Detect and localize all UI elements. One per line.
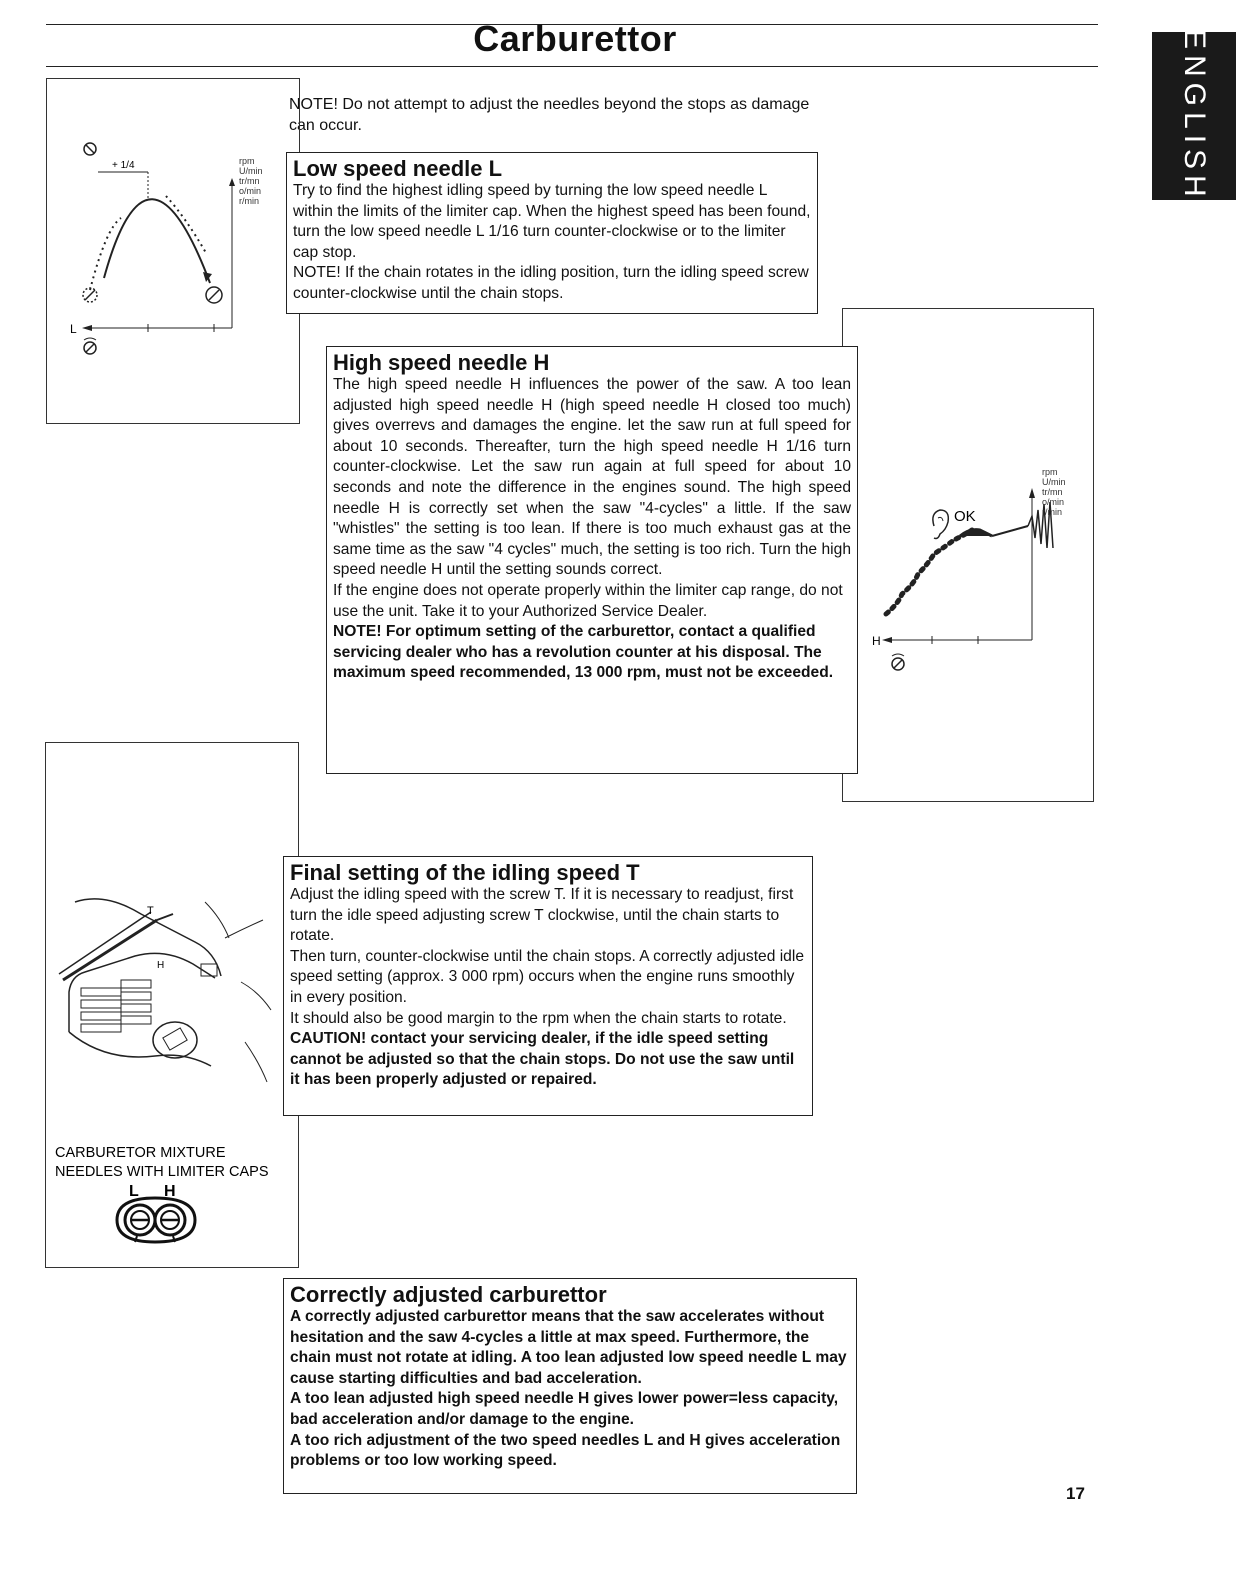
low-speed-needle-section (286, 152, 818, 314)
dial-right-icon (206, 287, 222, 303)
correct-adjustment-heading: Correctly adjusted carburettor (290, 1282, 607, 1307)
idle-speed-caution: CAUTION! contact your servicing dealer, if the idle speed setting cannot be adjusted so that the chain stops. Do not use the saw until it has been properly adjusted or repaired. (290, 1030, 795, 1089)
correct-adjustment-body: A correctly adjusted carburettor means that the saw accelerates without hesitation and the saw 4-cycles a little at max speed. Furthermore, the chain must not rotate at idling. A too lean adjusted low speed needle L may cause starting difficulties and bad acceleration. (290, 1308, 847, 1387)
rpm-label: U/min (1042, 477, 1066, 487)
idle-speed-body: Adjust the idling speed with the screw T. If it is necessary to readjust, first turn the idle speed adjusting screw T clockwise, until the chain starts to rotate. (290, 886, 794, 945)
correct-adjustment-body-2: A too lean adjusted high speed needle H gives lower power=less capacity, bad acceleration and/or damage to the engine. (290, 1390, 839, 1428)
rpm-label: rpm (239, 156, 255, 166)
cooling-fins (81, 980, 151, 1032)
high-speed-needle-section (326, 346, 858, 774)
caption-line-1: CARBURETOR MIXTURE (55, 1145, 226, 1161)
plus-quarter-label: + 1/4 (112, 160, 135, 171)
idle-speed-section (283, 856, 813, 1116)
cap-h-label: H (164, 1183, 176, 1200)
rpm-label: tr/mn (1042, 487, 1063, 497)
screwdriver-turn-icon (84, 338, 96, 354)
ear-icon (933, 510, 948, 539)
needle-dial-icon (84, 143, 96, 155)
t-screw-label: T (147, 905, 154, 917)
rpm-label: rpm (1042, 467, 1058, 477)
rpm-label: o/min (1042, 497, 1065, 507)
rpm-label: tr/mn (239, 176, 260, 186)
rpm-label: r/min (239, 196, 259, 206)
rpm-rise-curve (886, 530, 972, 614)
high-speed-note: NOTE! For optimum setting of the carburettor, contact a qualified servicing dealer who has a revolution counter at his disposal. The maximum speed recommended, 13 000 rpm, must not be exceeded. (333, 623, 834, 682)
limiter-caps-icon (117, 1198, 195, 1242)
top-note: NOTE! Do not attempt to adjust the needles beyond the stops as damage can occur. (289, 96, 810, 134)
low-speed-figure (46, 78, 300, 424)
idle-speed-body-3: It should also be good margin to the rpm when the chain starts to rotate. (290, 1009, 787, 1027)
page-number: 17 (1066, 1484, 1085, 1503)
page-title: Carburettor (473, 18, 677, 59)
high-speed-heading: High speed needle H (333, 350, 550, 375)
dial-left-icon (83, 288, 97, 302)
language-tab (1152, 29, 1236, 203)
low-speed-heading: Low speed needle L (293, 156, 503, 181)
screwdriver-icon (63, 920, 157, 980)
low-speed-body: Try to find the highest idling speed by turning the low speed needle L within the limits of the limiter cap. When the highest speed has been found, turn the low speed needle L 1/16 turn counter-clockwise or to the limiter cap stop. (293, 182, 811, 261)
high-speed-body-2: If the engine does not operate properly within the limiter cap range, do not use the unit. Take it to your Authorized Service Dealer. (333, 581, 843, 620)
cap-l-label: L (129, 1183, 139, 1200)
axis-l-label: L (70, 322, 77, 336)
axis-h-label: H (872, 634, 881, 648)
high-speed-body: The high speed needle H influences the power of the saw. A too lean adjusted high speed needle H (high speed needle H closed too much) gives overrevs and damages the engine. let the saw run at full speed for about 10 seconds. Thereafter, turn the high speed needle H 1/16 turn counter-clockwise. Let the saw run again at full speed for about 10 seconds and note the difference in the engines sound. The high speed needle H is correctly set when the saw "4-cycles" a little. If the saw "whistles" the setting is too lean. If there is too much exhaust gas at the same time as the saw "4 cycles" much, the setting is too rich. Turn the high speed needle H until the setting sounds correct. (333, 376, 851, 579)
correct-adjustment-body-3: A too rich adjustment of the two speed needles L and H gives acceleration problems or too low working speed. (290, 1431, 841, 1470)
carburetor-illustration (45, 742, 299, 1268)
high-speed-figure (842, 308, 1094, 802)
rpm-label: U/min (239, 166, 263, 176)
correct-adjustment-section (283, 1278, 857, 1494)
ok-label: OK (954, 508, 976, 525)
idle-speed-heading: Final setting of the idling speed T (290, 860, 640, 885)
caption-line-2: NEEDLES WITH LIMITER CAPS (55, 1164, 269, 1180)
low-speed-note: NOTE! If the chain rotates in the idling position, turn the idling speed screw counter-clockwise until the chain stops. (293, 264, 809, 302)
rpm-label: o/min (239, 186, 262, 196)
rpm-curve (104, 199, 210, 283)
h-needle-label: H (157, 960, 165, 971)
knob-icon (153, 1022, 197, 1058)
idle-speed-body-2: Then turn, counter-clockwise until the chain stops. A correctly adjusted idle speed setting (approx. 3 000 rpm) occurs when the engine runs smoothly in every position. (290, 947, 804, 1006)
header-rule-bottom (46, 66, 1098, 67)
language-tab-label: ENGLISH (1178, 29, 1211, 203)
screwdriver-turn-icon (892, 654, 904, 670)
rpm-label: r/min (1042, 507, 1062, 517)
